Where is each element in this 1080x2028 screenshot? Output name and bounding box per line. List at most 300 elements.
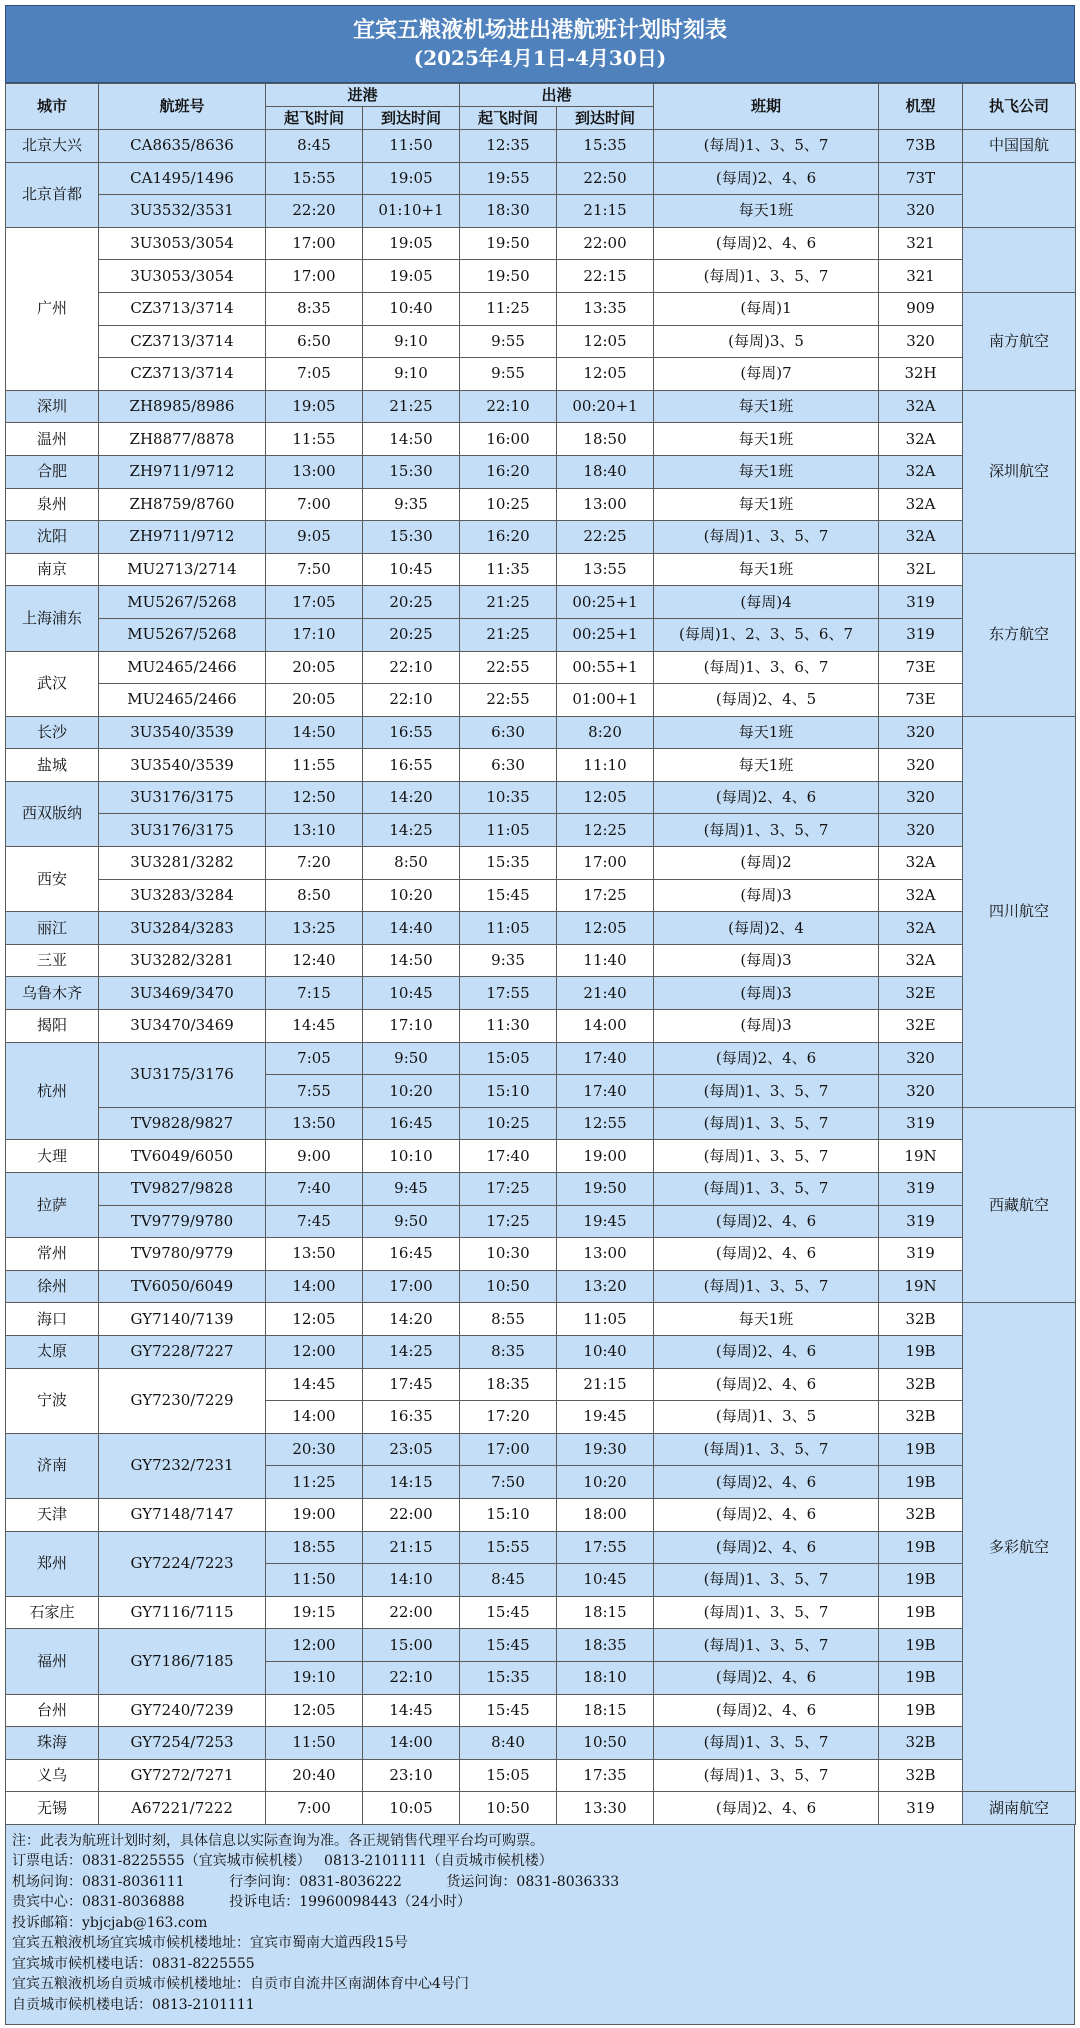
departure-arrival-time-cell: 18:50 xyxy=(557,423,654,456)
note-line: 宜宾五粮液机场自贡城市候机楼地址：自贡市自流井区南湖体育中心4号门 xyxy=(12,1976,469,1993)
aircraft-cell: 32B xyxy=(879,1727,963,1760)
arrival-arrival-time-cell: 20:25 xyxy=(363,586,460,619)
timetable-sheet xyxy=(5,5,1075,2025)
arrival-departure-time-cell: 13:25 xyxy=(266,912,363,945)
departure-arrival-time-cell: 22:50 xyxy=(557,162,654,195)
schedule-cell: (每周)3 xyxy=(654,944,879,977)
flight-number-cell: MU2465/2466 xyxy=(99,684,266,717)
departure-departure-time-cell: 12:35 xyxy=(460,130,557,163)
aircraft-cell: 32B xyxy=(879,1401,963,1434)
departure-arrival-time-cell: 17:00 xyxy=(557,847,654,880)
arrival-departure-time-cell: 8:50 xyxy=(266,879,363,912)
flight-number-cell: GY7228/7227 xyxy=(99,1335,266,1368)
departure-departure-time-cell: 22:10 xyxy=(460,390,557,423)
departure-arrival-time-cell: 18:15 xyxy=(557,1596,654,1629)
schedule-cell: (每周)2、4、6 xyxy=(654,1792,879,1825)
aircraft-cell: 320 xyxy=(879,325,963,358)
flight-number-cell: TV9828/9827 xyxy=(99,1107,266,1140)
departure-departure-time-cell: 21:25 xyxy=(460,586,557,619)
departure-departure-time-cell: 10:25 xyxy=(460,488,557,521)
table-row xyxy=(6,586,1076,619)
note-line: 贵宾中心：0831-8036888 投诉电话：19960098443（24小时） xyxy=(12,1894,472,1911)
schedule-cell: (每周)2、4、6 xyxy=(654,227,879,260)
header-aircraft: 机型 xyxy=(879,84,963,130)
table-row xyxy=(6,716,1076,749)
flight-number-cell: GY7272/7271 xyxy=(99,1759,266,1792)
city-cell: 郑州 xyxy=(6,1531,99,1596)
flight-number-cell: ZH8759/8760 xyxy=(99,488,266,521)
departure-departure-time-cell: 19:55 xyxy=(460,162,557,195)
aircraft-cell: 19N xyxy=(879,1270,963,1303)
schedule-cell: (每周)2、4、6 xyxy=(654,1466,879,1499)
schedule-cell: (每周)2、4、6 xyxy=(654,781,879,814)
departure-arrival-time-cell: 22:25 xyxy=(557,521,654,554)
departure-departure-time-cell: 22:55 xyxy=(460,651,557,684)
arrival-departure-time-cell: 17:05 xyxy=(266,586,363,619)
departure-arrival-time-cell: 22:00 xyxy=(557,227,654,260)
airline-cell: 多彩航空 xyxy=(963,1303,1076,1792)
arrival-departure-time-cell: 12:05 xyxy=(266,1303,363,1336)
departure-arrival-time-cell: 13:20 xyxy=(557,1270,654,1303)
departure-arrival-time-cell: 17:35 xyxy=(557,1759,654,1792)
flight-number-cell: 3U3175/3176 xyxy=(99,1042,266,1107)
flight-number-cell: MU5267/5268 xyxy=(99,586,266,619)
flight-number-cell: 3U3282/3281 xyxy=(99,944,266,977)
departure-departure-time-cell: 10:50 xyxy=(460,1270,557,1303)
schedule-cell: (每周)1、3、5、7 xyxy=(654,1433,879,1466)
table-row xyxy=(6,879,1076,912)
page-title: 宜宾五粮液机场进出港航班计划时刻表 xyxy=(352,17,727,43)
city-cell: 大理 xyxy=(6,1140,99,1173)
departure-departure-time-cell: 11:05 xyxy=(460,912,557,945)
arrival-departure-time-cell: 20:05 xyxy=(266,684,363,717)
arrival-departure-time-cell: 6:50 xyxy=(266,325,363,358)
schedule-cell: (每周)1、3、5、7 xyxy=(654,1727,879,1760)
schedule-cell: (每周)1、3、5、7 xyxy=(654,1270,879,1303)
arrival-arrival-time-cell: 23:05 xyxy=(363,1433,460,1466)
schedule-cell: (每周)3 xyxy=(654,879,879,912)
arrival-departure-time-cell: 7:50 xyxy=(266,553,363,586)
schedule-cell: 每天1班 xyxy=(654,1303,879,1336)
header-schedule: 班期 xyxy=(654,84,879,130)
arrival-departure-time-cell: 14:50 xyxy=(266,716,363,749)
arrival-arrival-time-cell: 17:00 xyxy=(363,1270,460,1303)
flight-number-cell: CZ3713/3714 xyxy=(99,358,266,391)
arrival-departure-time-cell: 20:30 xyxy=(266,1433,363,1466)
table-row xyxy=(6,944,1076,977)
arrival-arrival-time-cell: 15:30 xyxy=(363,455,460,488)
page-subtitle: (2025年4月1日-4月30日) xyxy=(413,46,667,70)
table-row xyxy=(6,618,1076,651)
arrival-arrival-time-cell: 11:50 xyxy=(363,130,460,163)
table-row xyxy=(6,1205,1076,1238)
departure-departure-time-cell: 6:30 xyxy=(460,716,557,749)
aircraft-cell: 32B xyxy=(879,1303,963,1336)
departure-arrival-time-cell: 12:05 xyxy=(557,912,654,945)
departure-departure-time-cell: 19:50 xyxy=(460,227,557,260)
table-row xyxy=(6,1792,1076,1825)
aircraft-cell: 19B xyxy=(879,1531,963,1564)
arrival-departure-time-cell: 11:50 xyxy=(266,1564,363,1597)
departure-departure-time-cell: 18:35 xyxy=(460,1368,557,1401)
note-line: 注：此表为航班计划时刻，具体信息以实际查询为准。各正规销售代理平台均可购票。 xyxy=(12,1832,544,1849)
departure-departure-time-cell: 15:45 xyxy=(460,1596,557,1629)
schedule-cell: 每天1班 xyxy=(654,488,879,521)
table-row xyxy=(6,1531,1076,1564)
arrival-arrival-time-cell: 10:05 xyxy=(363,1792,460,1825)
flight-number-cell: TV9780/9779 xyxy=(99,1238,266,1271)
city-cell: 石家庄 xyxy=(6,1596,99,1629)
arrival-arrival-time-cell: 22:10 xyxy=(363,651,460,684)
arrival-arrival-time-cell: 14:45 xyxy=(363,1694,460,1727)
table-row xyxy=(6,130,1076,163)
flight-number-cell: TV9827/9828 xyxy=(99,1173,266,1206)
departure-departure-time-cell: 21:25 xyxy=(460,618,557,651)
schedule-cell: (每周)1、3、6、7 xyxy=(654,651,879,684)
aircraft-cell: 32A xyxy=(879,488,963,521)
city-cell: 天津 xyxy=(6,1498,99,1531)
schedule-cell: (每周)1、2、3、5、6、7 xyxy=(654,618,879,651)
flight-number-cell: MU2465/2466 xyxy=(99,651,266,684)
table-row xyxy=(6,325,1076,358)
schedule-cell: (每周)2、4、6 xyxy=(654,1335,879,1368)
city-cell: 广州 xyxy=(6,227,99,390)
notes-section xyxy=(5,1825,1075,2025)
arrival-departure-time-cell: 13:10 xyxy=(266,814,363,847)
note-line: 自贡城市候机楼电话：0813-2101111 xyxy=(12,1996,255,2013)
arrival-arrival-time-cell: 17:10 xyxy=(363,1010,460,1043)
arrival-arrival-time-cell: 01:10+1 xyxy=(363,195,460,228)
aircraft-cell: 32A xyxy=(879,455,963,488)
arrival-departure-time-cell: 19:05 xyxy=(266,390,363,423)
table-row xyxy=(6,521,1076,554)
header-in-dep-time: 起飞时间 xyxy=(266,107,363,130)
departure-departure-time-cell: 10:30 xyxy=(460,1238,557,1271)
departure-departure-time-cell: 8:40 xyxy=(460,1727,557,1760)
table-row xyxy=(6,1727,1076,1760)
airline-cell xyxy=(963,227,1076,292)
arrival-departure-time-cell: 11:25 xyxy=(266,1466,363,1499)
table-row xyxy=(6,162,1076,195)
departure-departure-time-cell: 6:30 xyxy=(460,749,557,782)
flight-number-cell: A67221/7222 xyxy=(99,1792,266,1825)
arrival-departure-time-cell: 14:45 xyxy=(266,1368,363,1401)
aircraft-cell: 32A xyxy=(879,944,963,977)
aircraft-cell: 32B xyxy=(879,1759,963,1792)
airline-cell: 中国国航 xyxy=(963,130,1076,163)
header-departure: 出港 xyxy=(460,84,654,107)
city-cell: 沈阳 xyxy=(6,521,99,554)
aircraft-cell: 19B xyxy=(879,1466,963,1499)
arrival-departure-time-cell: 13:50 xyxy=(266,1238,363,1271)
aircraft-cell: 32A xyxy=(879,390,963,423)
schedule-cell: (每周)4 xyxy=(654,586,879,619)
arrival-arrival-time-cell: 9:10 xyxy=(363,325,460,358)
city-cell: 无锡 xyxy=(6,1792,99,1825)
departure-departure-time-cell: 15:05 xyxy=(460,1042,557,1075)
aircraft-cell: 320 xyxy=(879,814,963,847)
city-cell: 福州 xyxy=(6,1629,99,1694)
city-cell: 北京大兴 xyxy=(6,130,99,163)
schedule-cell: (每周)3 xyxy=(654,977,879,1010)
arrival-departure-time-cell: 19:10 xyxy=(266,1661,363,1694)
departure-arrival-time-cell: 00:20+1 xyxy=(557,390,654,423)
departure-departure-time-cell: 15:05 xyxy=(460,1759,557,1792)
arrival-arrival-time-cell: 15:00 xyxy=(363,1629,460,1662)
aircraft-cell: 19N xyxy=(879,1140,963,1173)
schedule-cell: (每周)3、5 xyxy=(654,325,879,358)
flight-number-cell: GY7148/7147 xyxy=(99,1498,266,1531)
aircraft-cell: 19B xyxy=(879,1694,963,1727)
departure-arrival-time-cell: 17:25 xyxy=(557,879,654,912)
departure-departure-time-cell: 15:10 xyxy=(460,1075,557,1108)
aircraft-cell: 19B xyxy=(879,1433,963,1466)
airline-cell: 东方航空 xyxy=(963,553,1076,716)
departure-arrival-time-cell: 14:00 xyxy=(557,1010,654,1043)
arrival-departure-time-cell: 19:15 xyxy=(266,1596,363,1629)
schedule-cell: (每周)1、3、5、7 xyxy=(654,1173,879,1206)
city-cell: 济南 xyxy=(6,1433,99,1498)
departure-departure-time-cell: 11:35 xyxy=(460,553,557,586)
table-row xyxy=(6,488,1076,521)
schedule-cell: (每周)1 xyxy=(654,292,879,325)
header-flight: 航班号 xyxy=(99,84,266,130)
departure-departure-time-cell: 16:00 xyxy=(460,423,557,456)
flight-number-cell: GY7240/7239 xyxy=(99,1694,266,1727)
city-cell: 合肥 xyxy=(6,455,99,488)
arrival-arrival-time-cell: 14:20 xyxy=(363,1303,460,1336)
arrival-departure-time-cell: 7:45 xyxy=(266,1205,363,1238)
flight-number-cell: GY7224/7223 xyxy=(99,1531,266,1596)
schedule-cell: (每周)2、4、6 xyxy=(654,1368,879,1401)
city-cell: 太原 xyxy=(6,1335,99,1368)
header-out-arr-time: 到达时间 xyxy=(557,107,654,130)
aircraft-cell: 320 xyxy=(879,195,963,228)
aircraft-cell: 320 xyxy=(879,1042,963,1075)
departure-arrival-time-cell: 12:25 xyxy=(557,814,654,847)
city-cell: 海口 xyxy=(6,1303,99,1336)
flight-number-cell: 3U3053/3054 xyxy=(99,260,266,293)
departure-departure-time-cell: 16:20 xyxy=(460,521,557,554)
table-row xyxy=(6,1238,1076,1271)
departure-arrival-time-cell: 18:10 xyxy=(557,1661,654,1694)
arrival-departure-time-cell: 8:45 xyxy=(266,130,363,163)
arrival-arrival-time-cell: 19:05 xyxy=(363,162,460,195)
arrival-departure-time-cell: 15:55 xyxy=(266,162,363,195)
flight-number-cell: CZ3713/3714 xyxy=(99,292,266,325)
table-row xyxy=(6,553,1076,586)
departure-arrival-time-cell: 10:50 xyxy=(557,1727,654,1760)
note-line: 宜宾城市候机楼电话：0831-8225555 xyxy=(12,1955,255,1972)
aircraft-cell: 321 xyxy=(879,260,963,293)
arrival-departure-time-cell: 9:05 xyxy=(266,521,363,554)
arrival-arrival-time-cell: 22:00 xyxy=(363,1498,460,1531)
airline-cell: 西藏航空 xyxy=(963,1107,1076,1303)
schedule-cell: (每周)2、4、6 xyxy=(654,1498,879,1531)
header-city: 城市 xyxy=(6,84,99,130)
flight-number-cell: CZ3713/3714 xyxy=(99,325,266,358)
arrival-arrival-time-cell: 16:55 xyxy=(363,749,460,782)
flight-number-cell: 3U3540/3539 xyxy=(99,749,266,782)
departure-departure-time-cell: 18:30 xyxy=(460,195,557,228)
table-row xyxy=(6,1107,1076,1140)
aircraft-cell: 19B xyxy=(879,1629,963,1662)
city-cell: 义乌 xyxy=(6,1759,99,1792)
aircraft-cell: 73E xyxy=(879,651,963,684)
aircraft-cell: 32H xyxy=(879,358,963,391)
departure-arrival-time-cell: 22:15 xyxy=(557,260,654,293)
departure-departure-time-cell: 17:25 xyxy=(460,1173,557,1206)
arrival-departure-time-cell: 12:40 xyxy=(266,944,363,977)
departure-departure-time-cell: 15:35 xyxy=(460,847,557,880)
arrival-departure-time-cell: 17:00 xyxy=(266,227,363,260)
table-row xyxy=(6,292,1076,325)
aircraft-cell: 319 xyxy=(879,1205,963,1238)
flight-number-cell: 3U3470/3469 xyxy=(99,1010,266,1043)
aircraft-cell: 32B xyxy=(879,1498,963,1531)
arrival-departure-time-cell: 7:55 xyxy=(266,1075,363,1108)
schedule-cell: (每周)1、3、5、7 xyxy=(654,521,879,554)
departure-arrival-time-cell: 19:45 xyxy=(557,1205,654,1238)
city-cell: 常州 xyxy=(6,1238,99,1271)
table-row xyxy=(6,1498,1076,1531)
arrival-departure-time-cell: 11:55 xyxy=(266,749,363,782)
arrival-arrival-time-cell: 16:45 xyxy=(363,1107,460,1140)
departure-departure-time-cell: 9:35 xyxy=(460,944,557,977)
header-arrival: 进港 xyxy=(266,84,460,107)
arrival-departure-time-cell: 12:00 xyxy=(266,1629,363,1662)
departure-arrival-time-cell: 00:55+1 xyxy=(557,651,654,684)
arrival-departure-time-cell: 7:05 xyxy=(266,1042,363,1075)
table-row xyxy=(6,781,1076,814)
table-row xyxy=(6,390,1076,423)
airline-cell: 四川航空 xyxy=(963,716,1076,1107)
departure-departure-time-cell: 17:20 xyxy=(460,1401,557,1434)
city-cell: 丽江 xyxy=(6,912,99,945)
schedule-cell: (每周)2、4、6 xyxy=(654,1694,879,1727)
aircraft-cell: 19B xyxy=(879,1564,963,1597)
table-row xyxy=(6,227,1076,260)
flight-number-cell: GY7140/7139 xyxy=(99,1303,266,1336)
city-cell: 上海浦东 xyxy=(6,586,99,651)
schedule-cell: 每天1班 xyxy=(654,716,879,749)
departure-arrival-time-cell: 11:40 xyxy=(557,944,654,977)
arrival-arrival-time-cell: 14:40 xyxy=(363,912,460,945)
departure-arrival-time-cell: 17:40 xyxy=(557,1042,654,1075)
airline-cell: 深圳航空 xyxy=(963,390,1076,553)
table-row xyxy=(6,423,1076,456)
flight-number-cell: ZH9711/9712 xyxy=(99,521,266,554)
schedule-cell: (每周)1、3、5、7 xyxy=(654,1075,879,1108)
arrival-arrival-time-cell: 14:10 xyxy=(363,1564,460,1597)
aircraft-cell: 19B xyxy=(879,1661,963,1694)
airline-cell xyxy=(963,162,1076,227)
arrival-arrival-time-cell: 21:15 xyxy=(363,1531,460,1564)
aircraft-cell: 320 xyxy=(879,716,963,749)
arrival-departure-time-cell: 7:00 xyxy=(266,1792,363,1825)
table-row xyxy=(6,977,1076,1010)
departure-arrival-time-cell: 12:05 xyxy=(557,325,654,358)
flight-number-cell: TV6050/6049 xyxy=(99,1270,266,1303)
departure-arrival-time-cell: 18:15 xyxy=(557,1694,654,1727)
arrival-departure-time-cell: 20:40 xyxy=(266,1759,363,1792)
schedule-cell: (每周)2、4、6 xyxy=(654,1661,879,1694)
table-row xyxy=(6,912,1076,945)
city-cell: 杭州 xyxy=(6,1042,99,1140)
arrival-departure-time-cell: 13:00 xyxy=(266,455,363,488)
departure-departure-time-cell: 15:45 xyxy=(460,1694,557,1727)
title-banner xyxy=(5,5,1075,83)
aircraft-cell: 32A xyxy=(879,879,963,912)
departure-departure-time-cell: 17:40 xyxy=(460,1140,557,1173)
flight-number-cell: 3U3540/3539 xyxy=(99,716,266,749)
schedule-cell: (每周)2、4、6 xyxy=(654,162,879,195)
departure-departure-time-cell: 19:50 xyxy=(460,260,557,293)
departure-arrival-time-cell: 12:05 xyxy=(557,358,654,391)
table-row xyxy=(6,1140,1076,1173)
flight-number-cell: 3U3284/3283 xyxy=(99,912,266,945)
note-line: 订票电话：0831-8225555（宜宾城市候机楼） 0813-2101111（自贡城市候机楼） xyxy=(12,1853,553,1870)
schedule-cell: (每周)1、3、5、7 xyxy=(654,1564,879,1597)
departure-departure-time-cell: 22:55 xyxy=(460,684,557,717)
departure-arrival-time-cell: 17:40 xyxy=(557,1075,654,1108)
arrival-departure-time-cell: 8:35 xyxy=(266,292,363,325)
flight-number-cell: 3U3283/3284 xyxy=(99,879,266,912)
departure-arrival-time-cell: 17:55 xyxy=(557,1531,654,1564)
departure-departure-time-cell: 15:45 xyxy=(460,879,557,912)
departure-departure-time-cell: 7:50 xyxy=(460,1466,557,1499)
departure-arrival-time-cell: 13:35 xyxy=(557,292,654,325)
departure-arrival-time-cell: 00:25+1 xyxy=(557,618,654,651)
aircraft-cell: 319 xyxy=(879,1792,963,1825)
flight-number-cell: GY7116/7115 xyxy=(99,1596,266,1629)
arrival-arrival-time-cell: 10:45 xyxy=(363,977,460,1010)
departure-arrival-time-cell: 12:55 xyxy=(557,1107,654,1140)
table-body xyxy=(6,130,1076,1825)
arrival-departure-time-cell: 7:05 xyxy=(266,358,363,391)
flight-number-cell: GY7186/7185 xyxy=(99,1629,266,1694)
departure-arrival-time-cell: 19:30 xyxy=(557,1433,654,1466)
arrival-departure-time-cell: 14:45 xyxy=(266,1010,363,1043)
schedule-cell: (每周)1、3、5、7 xyxy=(654,130,879,163)
flight-number-cell: ZH8985/8986 xyxy=(99,390,266,423)
departure-arrival-time-cell: 10:45 xyxy=(557,1564,654,1597)
departure-departure-time-cell: 11:25 xyxy=(460,292,557,325)
flight-number-cell: MU2713/2714 xyxy=(99,553,266,586)
table-row xyxy=(6,1010,1076,1043)
flight-number-cell: CA8635/8636 xyxy=(99,130,266,163)
arrival-arrival-time-cell: 16:55 xyxy=(363,716,460,749)
note-line: 机场问询：0831-8036111 行李问询：0831-8036222 货运问询：0831-8036333 xyxy=(12,1873,620,1890)
flight-number-cell: GY7230/7229 xyxy=(99,1368,266,1433)
city-cell: 台州 xyxy=(6,1694,99,1727)
aircraft-cell: 32A xyxy=(879,423,963,456)
arrival-arrival-time-cell: 20:25 xyxy=(363,618,460,651)
arrival-departure-time-cell: 7:40 xyxy=(266,1173,363,1206)
arrival-arrival-time-cell: 19:05 xyxy=(363,227,460,260)
arrival-arrival-time-cell: 10:45 xyxy=(363,553,460,586)
arrival-arrival-time-cell: 23:10 xyxy=(363,1759,460,1792)
city-cell: 三亚 xyxy=(6,944,99,977)
schedule-table xyxy=(5,83,1076,1825)
arrival-arrival-time-cell: 17:45 xyxy=(363,1368,460,1401)
city-cell: 徐州 xyxy=(6,1270,99,1303)
table-row xyxy=(6,1759,1076,1792)
city-cell: 西双版纳 xyxy=(6,781,99,846)
departure-departure-time-cell: 10:35 xyxy=(460,781,557,814)
departure-departure-time-cell: 10:50 xyxy=(460,1792,557,1825)
arrival-departure-time-cell: 7:20 xyxy=(266,847,363,880)
